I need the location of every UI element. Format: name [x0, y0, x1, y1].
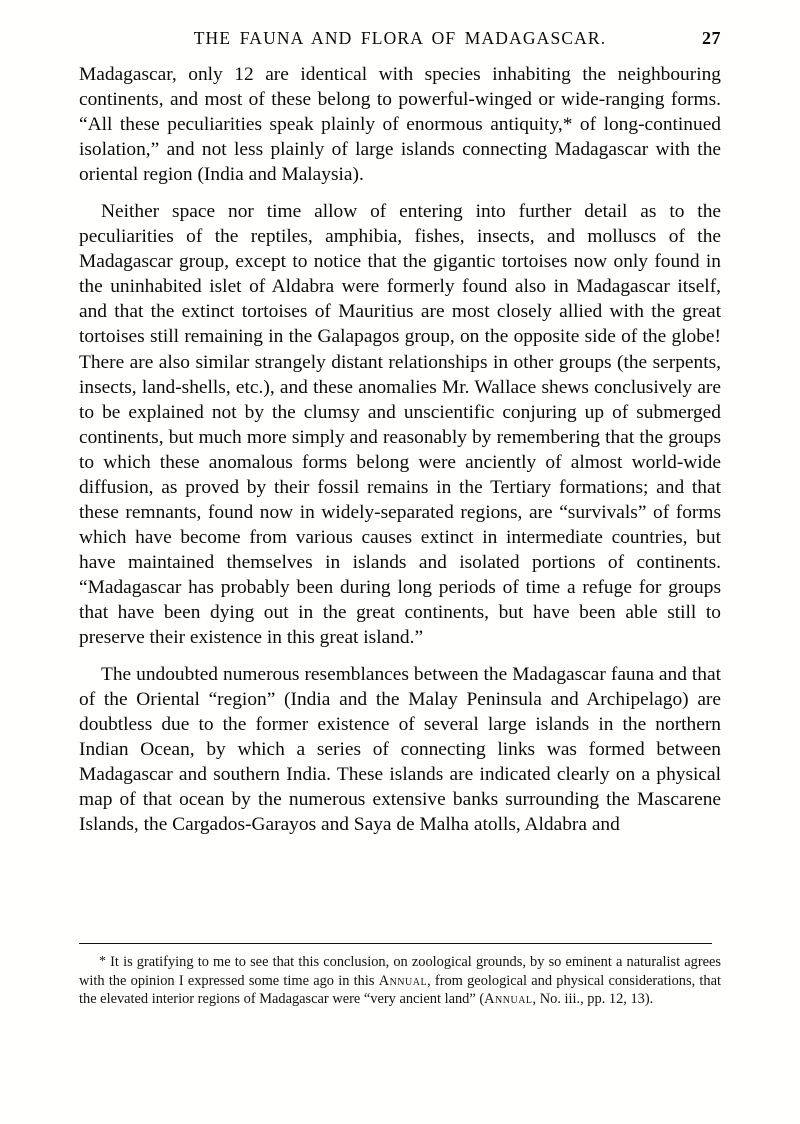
footnote-annual-reference-1: Annual — [378, 972, 428, 989]
footnote-area — [79, 943, 721, 1009]
footnote-segment-1: It is gratifying to me to see that this conclusion, on zoological grounds, by so eminent a naturalist agrees with the opinion I expressed some time ago in this — [79, 954, 721, 989]
footnote-segment-2: , from geological and physical considerations, that the elevated interior regions of Madagascar were “very ancient land” ( — [79, 972, 721, 1008]
paragraph-1: Madagascar, only 12 are identical with species inhabiting the neighbouring continents, and most of these belong to powerful-winged or wide-ranging forms. “All these peculiarities speak plainly of enormous antiquity,* of long-continued isolation,” and not less plainly of large islands connecting Madagascar with the oriental region (India and Malaysia). — [79, 64, 721, 186]
body-text-block — [79, 62, 721, 837]
running-header-title: THE FAUNA AND FLORA OF MADAGASCAR. — [193, 28, 607, 48]
running-header — [79, 28, 721, 54]
footnote-segment-3: , No. iii., pp. 12, 13). — [532, 991, 654, 1008]
footnote-text — [79, 953, 721, 1009]
paragraph-2: Neither space nor time allow of entering into further detail as to the peculiarities of the reptiles, amphibia, fishes, insects, and molluscs of the Madagascar group, except to notice that the gigantic tortoises now only found in the uninhabited islet of Aldabra were formerly found also in Madagascar itself, and that the extinct tortoises of Mauritius are most closely allied with the great tortoises still remaining in the Galapagos group, on the opposite side of the globe! There are also similar strangely distant relationships in other groups (the serpents, insects, land-shells, etc.), and these anomalies Mr. Wallace shews conclusively are to be explained not by the clumsy and unscientific conjuring up of submerged continents, but much more simply and reasonably by remembering that the groups to which these anomalous forms belong were anciently of almost world-wide diffusion, as proved by their fossil remains in the Tertiary formations; and that these remnants, found now in widely-separated regions, are “survivals” of forms which have become from various causes extinct in intermediate countries, but have maintained themselves in islands and isolated portions of continents. “Madagascar has probably been during long periods of time a refuge for groups that have been dying out in the great continents, but have been able still to preserve their existence in this great island.” — [79, 201, 721, 649]
page-number: 27 — [702, 28, 721, 48]
footnote-marker: * — [99, 954, 106, 969]
footnote-separator-rule — [79, 943, 712, 944]
paragraph-3: The undoubted numerous resemblances between the Madagascar fauna and that of the Oriental “region” (India and the Malay Peninsula and Archipelago) are doubtless due to the former existence of several large islands in the northern Indian Ocean, by which a series of connecting links was formed between Madagascar and southern India. These islands are indicated clearly on a physical map of that ocean by the numerous extensive banks surrounding the Mascarene Islands, the Cargados-Garayos and Saya de Malha atolls, Aldabra and — [79, 664, 721, 836]
footnote-annual-reference-2: Annual — [484, 991, 533, 1008]
